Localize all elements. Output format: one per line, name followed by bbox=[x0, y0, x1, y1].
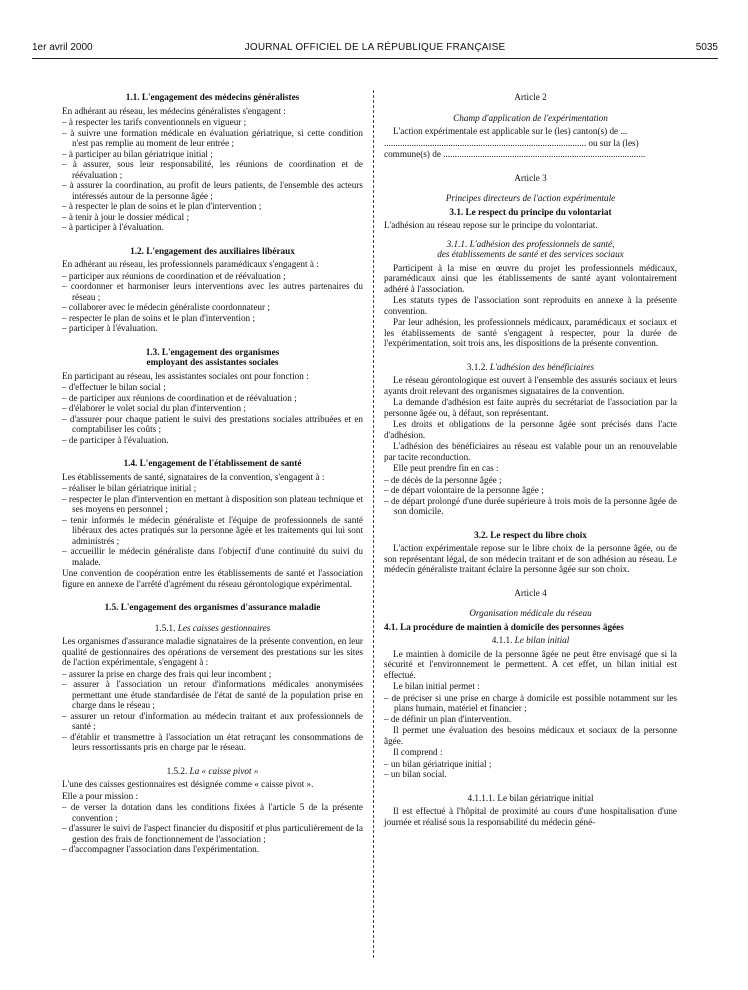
list-item: – de participer à l'évaluation. bbox=[62, 434, 169, 445]
bullet-list bbox=[62, 669, 363, 753]
list-item: – d'assurer pour chaque patient le suivi des prestations sociales attribuées et en comptabiliser les coûts ; bbox=[62, 413, 363, 434]
section-title: 1.3. L'engagement des organismes bbox=[145, 346, 280, 357]
list-item: – à suivre une formation médicale en évaluation gériatrique, si cette condition n'est pas remplie au moment de leur entrée ; bbox=[62, 127, 363, 148]
header-journal-title: JOURNAL OFFICIEL DE LA RÉPUBLIQUE FRANÇAISE bbox=[244, 42, 506, 53]
paragraph: Les statuts types de l'association sont reproduits en annexe à la présente convention. bbox=[384, 295, 677, 316]
bullet-list bbox=[62, 802, 363, 855]
paragraph: L'action expérimentale est applicable sur le (les) canton(s) de ... bbox=[393, 126, 628, 136]
subsection-title: 3.1.1. L'adhésion des professionnels de santé, bbox=[446, 238, 615, 249]
section-title: 3.1. Le respect du principe du volontariat bbox=[449, 206, 612, 217]
list-item: – tenir informés le médecin généraliste et l'équipe de professionnels de santé libéraux des actes pratiqués sur la personne âgée et les traitements qui lui sont administrés ; bbox=[62, 514, 363, 546]
right-column bbox=[384, 92, 677, 828]
list-item: – respecter le plan de soins et le plan d'intervention ; bbox=[62, 312, 256, 323]
article-subtitle: Principes directeurs de l'action expérimentale bbox=[445, 193, 616, 203]
article-subtitle: Organisation médicale du réseau bbox=[469, 608, 592, 618]
paragraph: La demande d'adhésion est faite auprès du secrétariat de l'association par la personne âgée ou, à défaut, son représentant. bbox=[384, 397, 677, 418]
section-title: 1.1. L'engagement des médecins généralistes bbox=[125, 92, 300, 102]
list-item: – d'établir et transmettre à l'association un état retraçant les consommations de leurs ressortissants pris en charge par le réseau. bbox=[62, 731, 363, 752]
bullet-list bbox=[62, 483, 363, 567]
section-title: 1.5. L'engagement des organismes d'assurance maladie bbox=[104, 602, 321, 612]
list-item: – respecter le plan d'intervention en mettant à disposition son plateau technique et ses moyens en personnel ; bbox=[62, 493, 363, 514]
list-item: – à participer au bilan gériatrique initial ; bbox=[62, 148, 213, 159]
list-item: – réaliser le bilan gériatrique initial ; bbox=[62, 483, 197, 493]
section-title: 3.2. Le respect du libre choix bbox=[474, 529, 587, 540]
list-item: – de définir un plan d'intervention. bbox=[384, 713, 512, 724]
bullet-list bbox=[62, 271, 363, 334]
paragraph: L'adhésion des bénéficiaires au réseau est valable pour un an renouvelable par tacite reconduction. bbox=[384, 441, 677, 462]
list-item: – d'accompagner l'association dans l'expérimentation. bbox=[62, 844, 260, 854]
section-title: 1.2. L'engagement des auxiliaires libéraux bbox=[130, 245, 295, 256]
list-item: – d'assurer le suivi de l'aspect financier du dispositif et plus particulièrement de la gestion des frais de fonctionnement de l'association ; bbox=[62, 823, 363, 844]
list-item: – de départ prolongé d'une durée supérieure à trois mois de la personne âgée de son domicile. bbox=[384, 495, 677, 516]
list-item: – participer à l'évaluation. bbox=[62, 323, 158, 333]
list-item: – participer aux réunions de coordination et de réévaluation ; bbox=[62, 270, 286, 281]
paragraph: En adhérant au réseau, les médecins généralistes s'engagent : bbox=[62, 105, 286, 116]
list-item: – assurer un retour d'information au médecin traitant et aux professionnels de santé ; bbox=[62, 710, 363, 731]
section-title: employant des assistantes sociales bbox=[146, 357, 279, 367]
list-item: – assurer la prise en charge des frais qui leur incombent ; bbox=[62, 668, 272, 679]
list-item: – à tenir à jour le dossier médical ; bbox=[62, 211, 190, 222]
list-item: – coordonner et harmoniser leurs interventions avec les autres partenaires du réseau ; bbox=[62, 281, 363, 302]
bullet-list bbox=[384, 759, 677, 780]
section-title: 4.1. La procédure de maintien à domicile des personnes âgées bbox=[384, 621, 624, 632]
paragraph: Il est effectué à l'hôpital de proximité au cours d'une hospitalisation d'une journée et réalisé sous la responsabilité du médecin géné- bbox=[384, 806, 677, 827]
paragraph: L'une des caisses gestionnaires est désignée comme « caisse pivot ». bbox=[62, 779, 314, 789]
paragraph: ........................................................................................ ou sur la (les) bbox=[384, 137, 639, 148]
list-item: – de préciser si une prise en charge à domicile est possible notamment sur les plans humain, matériel et financier ; bbox=[384, 692, 677, 713]
paragraph: Le réseau gérontologique est ouvert à l'ensemble des assurés sociaux et leurs ayants droit relevant des organismes signataires de la convention. bbox=[384, 375, 677, 396]
bullet-list bbox=[384, 693, 677, 725]
paragraph: Il comprend : bbox=[393, 747, 443, 757]
paragraph: Il permet une évaluation des besoins médicaux et sociaux de la personne âgée. bbox=[384, 725, 677, 746]
column-divider bbox=[373, 90, 374, 958]
paragraph: Une convention de coopération entre les établissements de santé et l'association figure en annexe de l'arrêté d'agrément du réseau gérontologique expérimental. bbox=[62, 568, 363, 589]
subsection-title: des établissements de santé et des services sociaux bbox=[437, 249, 624, 259]
subsection-title: 4.1.1. Le bilan initial bbox=[491, 635, 570, 645]
paragraph: Elle peut prendre fin en cas : bbox=[393, 463, 499, 473]
list-item: – d'élaborer le volet social du plan d'intervention ; bbox=[62, 403, 246, 413]
header-date: 1er avril 2000 bbox=[32, 42, 93, 53]
list-item: – assurer à l'association un retour d'informations médicales anonymisées permettant une étude standardisée de l'état de santé de la population prise en charge dans le réseau ; bbox=[62, 679, 363, 710]
bullet-list bbox=[384, 475, 677, 517]
paragraph: En adhérant au réseau, les professionnels paramédicaux s'engagent à : bbox=[62, 259, 319, 269]
list-item: – à assurer, sous leur responsabilité, les réunions de coordination et de réévaluation ; bbox=[62, 159, 363, 180]
section-title: 1.4. L'engagement de l'établissement de santé bbox=[123, 458, 302, 468]
paragraph: Les organismes d'assurance maladie signataires de la présente convention, en leur qualité de gestionnaires des opérations de versement des prestations sur les sites de l'action expérimentale, s'engagent à : bbox=[62, 636, 363, 667]
article-title: Article 4 bbox=[514, 587, 547, 598]
list-item: – de participer aux réunions de coordination et de réévaluation ; bbox=[62, 392, 297, 403]
list-item: – de verser la dotation dans les conditions fixées à l'article 5 de la présente convention ; bbox=[62, 802, 363, 823]
paragraph: commune(s) de ........................................................................................ bbox=[384, 149, 646, 159]
header-rule bbox=[32, 58, 718, 59]
list-item: – collaborer avec le médecin généraliste coordonnateur ; bbox=[62, 302, 270, 312]
paragraph: Le maintien à domicile de la personne âgée ne peut être envisagé que si la sécurité et l'environnement le permettent. A cet effet, un bilan initial est effectué. bbox=[384, 648, 677, 680]
paragraph: Les droits et obligations de la personne âgée sont précisés dans l'acte d'adhésion. bbox=[384, 419, 677, 440]
paragraph: En participant au réseau, les assistantes sociales ont pour fonction : bbox=[62, 370, 309, 381]
article-title: Article 3 bbox=[514, 172, 547, 183]
paragraph: L'adhésion au réseau repose sur le principe du volontariat. bbox=[384, 220, 598, 230]
subsection-title: 4.1.1.1. Le bilan gériatrique initial bbox=[467, 792, 594, 803]
paragraph: Le bilan initial permet : bbox=[393, 681, 480, 691]
paragraph: Par leur adhésion, les professionnels médicaux, paramédicaux et sociaux et les établissements de santé s'engagent à respecter, pour la durée de l'expérimentation, soit trois ans, les dispositions de la présente convention. bbox=[384, 317, 677, 348]
paragraph: Les établissements de santé, signataires de la convention, s'engagent à : bbox=[62, 471, 325, 482]
list-item: – un bilan social. bbox=[384, 769, 447, 779]
list-item: – à participer à l'évaluation. bbox=[62, 222, 164, 232]
paragraph: Elle a pour mission : bbox=[62, 790, 139, 801]
list-item: – à respecter les tarifs conventionnels en vigueur ; bbox=[62, 117, 247, 127]
paragraph: Participent à la mise en œuvre du projet les professionnels médicaux, paramédicaux ainsi que les établissements de santé ayant volontairement adhéré à l'association. bbox=[384, 262, 677, 294]
subsection-title: 1.5.1. Les caisses gestionnaires bbox=[154, 622, 271, 633]
article-title: Article 2 bbox=[514, 92, 547, 102]
list-item: – de départ volontaire de la personne âgée ; bbox=[384, 485, 544, 495]
header-page-number: 5035 bbox=[695, 42, 718, 53]
subsection-title: 3.1.2. L'adhésion des bénéficiaires bbox=[466, 361, 595, 372]
bullet-list bbox=[62, 117, 363, 233]
paragraph: L'action expérimentale repose sur le libre choix de la personne âgée, ou de son représentant légal, de son médecin traitant et de son adhésion au réseau. Le médecin généraliste traitant éclaire la personne âgée sur son choix. bbox=[384, 543, 677, 574]
list-item: – de décès de la personne âgée ; bbox=[384, 474, 502, 485]
list-item: – à assurer la coordination, au profit de leurs patients, de l'ensemble des acteurs intéressés autour de la personne âgée ; bbox=[62, 180, 363, 201]
list-item: – d'effectuer le bilan social ; bbox=[62, 382, 166, 392]
list-item: – à respecter le plan de soins et le plan d'intervention ; bbox=[62, 201, 262, 211]
list-item: – un bilan gériatrique initial ; bbox=[384, 758, 492, 769]
article-subtitle: Champ d'application de l'expérimentation bbox=[453, 112, 608, 123]
subsection-title: 1.5.2. La « caisse pivot » bbox=[166, 765, 259, 776]
page-header bbox=[32, 42, 718, 56]
list-item: – accueillir le médecin généraliste dans l'objectif d'une continuité du suivi du malade. bbox=[62, 546, 363, 567]
left-column bbox=[62, 92, 363, 856]
bullet-list bbox=[62, 382, 363, 445]
